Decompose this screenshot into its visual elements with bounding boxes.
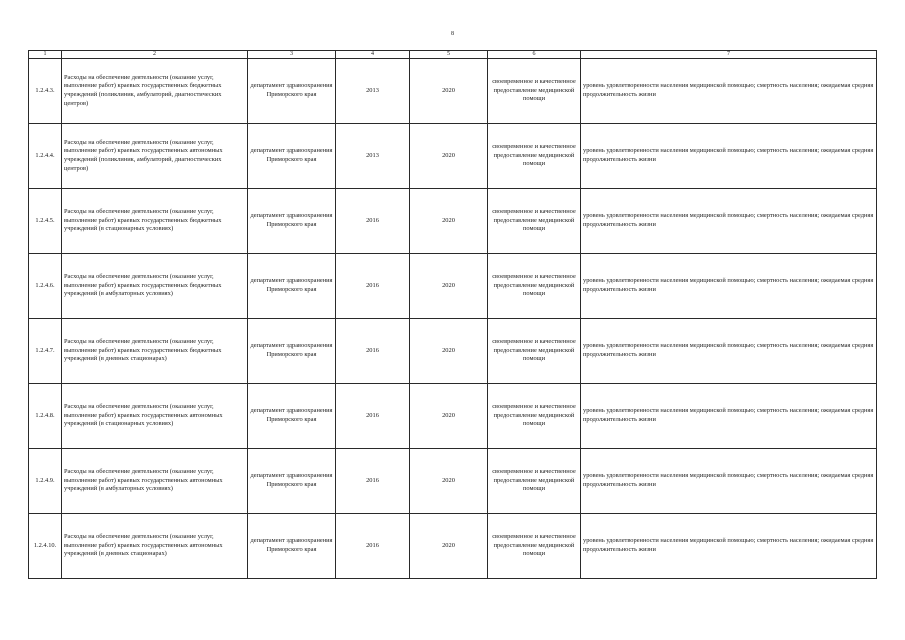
start-year-cell: 2016 [336,189,410,254]
measure-number-cell: 1.2.4.7. [29,319,62,384]
executor-cell: департамент здравоохранения Приморского края [248,384,336,449]
page-number: 8 [451,31,454,37]
indicators-cell: уровень удовлетворенности населения медицинской помощью; смертность населения; ожидаемая средняя продолжительность жизни [581,384,877,449]
expected-result-cell: своевременное и качественное предоставление медицинской помощи [488,124,581,189]
measure-number-cell: 1.2.4.3. [29,59,62,124]
start-year-cell: 2016 [336,514,410,579]
column-number: 4 [336,51,410,59]
end-year-cell: 2020 [410,384,488,449]
indicators-cell: уровень удовлетворенности населения медицинской помощью; смертность населения; ожидаемая средняя продолжительность жизни [581,59,877,124]
end-year-cell: 2020 [410,514,488,579]
measure-number-cell: 1.2.4.5. [29,189,62,254]
indicators-cell: уровень удовлетворенности населения медицинской помощью; смертность населения; ожидаемая средняя продолжительность жизни [581,449,877,514]
table-row [29,189,877,254]
indicators-cell: уровень удовлетворенности населения медицинской помощью; смертность населения; ожидаемая средняя продолжительность жизни [581,189,877,254]
indicators-cell: уровень удовлетворенности населения медицинской помощью; смертность населения; ожидаемая средняя продолжительность жизни [581,124,877,189]
end-year-cell: 2020 [410,124,488,189]
column-number: 5 [410,51,488,59]
start-year-cell: 2013 [336,124,410,189]
indicators-cell: уровень удовлетворенности населения медицинской помощью; смертность населения; ожидаемая средняя продолжительность жизни [581,319,877,384]
start-year-cell: 2016 [336,254,410,319]
measure-number-cell: 1.2.4.6. [29,254,62,319]
measure-number-cell: 1.2.4.8. [29,384,62,449]
executor-cell: департамент здравоохранения Приморского края [248,319,336,384]
measure-name-cell: Расходы на обеспечение деятельности (оказание услуг, выполнение работ) краевых государственных бюджетных учреждений (в дневных стационарах) [62,319,248,384]
column-number-row [29,51,877,59]
indicators-cell: уровень удовлетворенности населения медицинской помощью; смертность населения; ожидаемая средняя продолжительность жизни [581,254,877,319]
measure-name-cell: Расходы на обеспечение деятельности (оказание услуг, выполнение работ) краевых государственных автономных учреждений (в дневных стационарах) [62,514,248,579]
end-year-cell: 2020 [410,319,488,384]
end-year-cell: 2020 [410,59,488,124]
indicators-cell: уровень удовлетворенности населения медицинской помощью; смертность населения; ожидаемая средняя продолжительность жизни [581,514,877,579]
table-row [29,449,877,514]
measure-number-cell: 1.2.4.4. [29,124,62,189]
measure-name-cell: Расходы на обеспечение деятельности (оказание услуг, выполнение работ) краевых государственных бюджетных учреждений (в амбулаторных условиях) [62,254,248,319]
executor-cell: департамент здравоохранения Приморского края [248,59,336,124]
end-year-cell: 2020 [410,189,488,254]
start-year-cell: 2016 [336,384,410,449]
measure-name-cell: Расходы на обеспечение деятельности (оказание услуг, выполнение работ) краевых государственных автономных учреждений (поликлиник, амбулаторий, диагностических центров) [62,124,248,189]
start-year-cell: 2013 [336,59,410,124]
executor-cell: департамент здравоохранения Приморского края [248,124,336,189]
expected-result-cell: своевременное и качественное предоставление медицинской помощи [488,384,581,449]
measure-name-cell: Расходы на обеспечение деятельности (оказание услуг, выполнение работ) краевых государственных автономных учреждений (в стационарных условиях) [62,384,248,449]
table-row [29,59,877,124]
measure-name-cell: Расходы на обеспечение деятельности (оказание услуг, выполнение работ) краевых государственных бюджетных учреждений (в стационарных условиях) [62,189,248,254]
column-number: 6 [488,51,581,59]
measure-number-cell: 1.2.4.9. [29,449,62,514]
measure-number-cell: 1.2.4.10. [29,514,62,579]
expected-result-cell: своевременное и качественное предоставление медицинской помощи [488,514,581,579]
expected-result-cell: своевременное и качественное предоставление медицинской помощи [488,189,581,254]
table-row [29,384,877,449]
table-row [29,124,877,189]
column-number: 3 [248,51,336,59]
start-year-cell: 2016 [336,319,410,384]
column-number: 1 [29,51,62,59]
executor-cell: департамент здравоохранения Приморского края [248,514,336,579]
measure-name-cell: Расходы на обеспечение деятельности (оказание услуг, выполнение работ) краевых государственных бюджетных учреждений (поликлиник, амбулаторий, диагностических центров) [62,59,248,124]
program-measures-table [28,50,877,579]
table-row [29,254,877,319]
end-year-cell: 2020 [410,254,488,319]
measure-name-cell: Расходы на обеспечение деятельности (оказание услуг, выполнение работ) краевых государственных автономных учреждений (в амбулаторных условиях) [62,449,248,514]
executor-cell: департамент здравоохранения Приморского края [248,254,336,319]
start-year-cell: 2016 [336,449,410,514]
expected-result-cell: своевременное и качественное предоставление медицинской помощи [488,254,581,319]
column-number: 2 [62,51,248,59]
column-number: 7 [581,51,877,59]
executor-cell: департамент здравоохранения Приморского края [248,449,336,514]
expected-result-cell: своевременное и качественное предоставление медицинской помощи [488,59,581,124]
table-row [29,514,877,579]
end-year-cell: 2020 [410,449,488,514]
executor-cell: департамент здравоохранения Приморского края [248,189,336,254]
table-row [29,319,877,384]
expected-result-cell: своевременное и качественное предоставление медицинской помощи [488,319,581,384]
expected-result-cell: своевременное и качественное предоставление медицинской помощи [488,449,581,514]
